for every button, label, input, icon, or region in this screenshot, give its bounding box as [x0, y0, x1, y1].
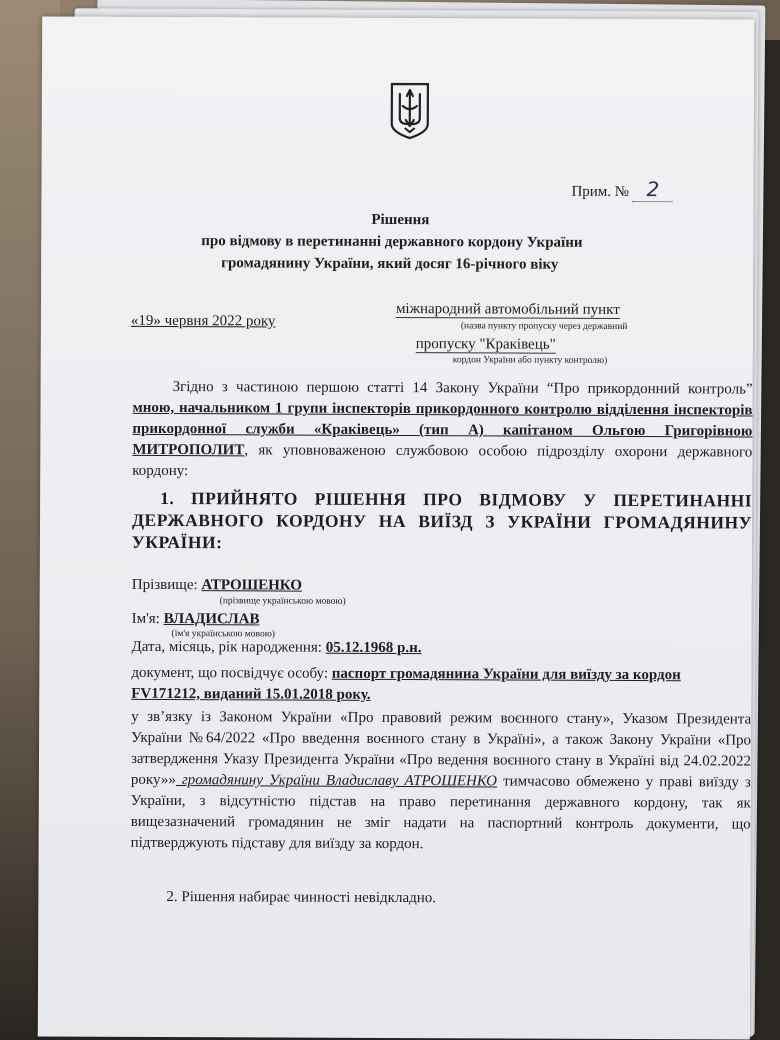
surname-value: АТРОШЕНКО [201, 577, 303, 594]
name-value: ВЛАДИСЛАВ [163, 610, 260, 628]
citizen-name: громадянину України Владиславу АТРОШЕНКО [175, 772, 498, 790]
trident-emblem-icon [388, 80, 432, 140]
id-document-field: документ, що посвідчує особу: паспорт громадянина України для виїзду за кордон FV171212, виданий 15.01.2018 року. [131, 664, 681, 703]
appendix-handwritten-number: 2 [633, 177, 673, 202]
name-note: (ім'я українською мовою) [171, 629, 275, 640]
document-page [38, 16, 754, 1039]
id-document-value: паспорт громадянина України для виїзду за кордон FV171212, виданий 15.01.2018 року. [131, 665, 681, 703]
document-subtitle-line2: громадянину України, який досяг 16-річного віку [221, 255, 559, 273]
document-subtitle-line1: про відмову в перетинанні державного кордону України [201, 233, 583, 251]
decision-date: «19» червня 2022 року [130, 312, 276, 330]
legal-basis-paragraph: у зв’язку із Законом України «Про правовий режим воєнного стану», Указом Президента України №64/2022 «Про введення воєнного стану в Україні», а також Закону України «Про затвердження Указу Президента України «Про ведення воєнного стану в Україні від 24.02.2022 року»» громадянину України Владиславу АТРОШЕНКО тимчасово обмежено у праві виїзду з України, з відсутністю підстав на право перетинання державного кордону, так як вищезазначений громадянин не зміг надати на паспортний контроль документи, що підтверджують підставу для виїзду за кордон. [130, 708, 752, 853]
name-field: Ім'я: ВЛАДИСЛАВ [131, 610, 260, 628]
checkpoint-note-line1: (назва пункту пропуску через державний [460, 321, 628, 333]
dob-value: 05.12.1968 р.н. [325, 639, 422, 657]
dob-field: Дата, місяць, рік народження: 05.12.1968 р.н. [131, 638, 422, 657]
final-clause: 2. Рішення набирає чинності невідкладно. [166, 889, 437, 907]
officer-surname: МИТРОПОЛИТ [132, 441, 245, 459]
surname-note: (прізвище українською мовою) [219, 596, 346, 607]
officer-name: мною, начальником 1 групи інспекторів прикордонного контролю відділення інспекторів прикордонної служби «Краківець» (тип А) капітаном Ольгою Григорівною [132, 399, 753, 440]
checkpoint-name-line2: пропуску "Краківець" [415, 336, 556, 353]
surname-field: Прізвище: АТРОШЕНКО [131, 576, 303, 594]
checkpoint-name-line1: міжнародний автомобільний пункт [395, 300, 620, 318]
checkpoint-note-line2: кордон України або пункту контролю) [452, 355, 608, 366]
appendix-label: Прим. № [571, 183, 630, 201]
intro-paragraph: Згідно з частиною першою статті 14 Закону України “Про прикордонний контроль” мною, начальником 1 групи інспекторів прикордонного контролю відділення інспекторів прикордонної служби «Краківець» (тип А) капітаном Ольгою Григорівною МИТРОПОЛИТ, як уповноваженою службовою особою підрозділу охорони державного кордону: [132, 379, 753, 480]
appendix-number [571, 177, 673, 202]
decision-heading: 1. ПРИЙНЯТО РІШЕННЯ ПРО ВІДМОВУ У ПЕРЕТИНАННІ ДЕРЖАВНОГО КОРДОНУ НА ВИЇЗД З УКРАЇНИ ГРОМАДЯНИНУ УКРАЇНИ: [131, 487, 753, 553]
document-title: Рішення [371, 211, 430, 229]
